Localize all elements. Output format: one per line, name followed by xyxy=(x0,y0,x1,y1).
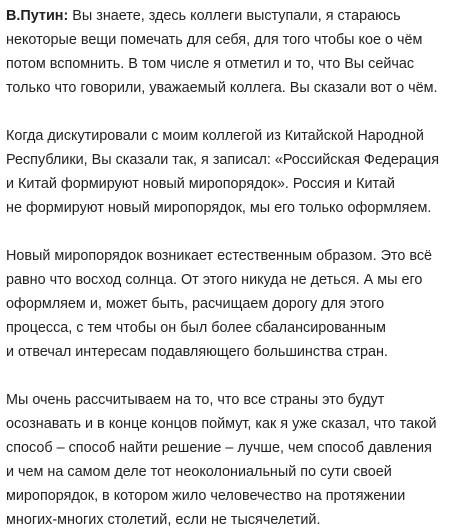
text-line: некоторые вещи помечать для себя, для того чтобы кое о чём xyxy=(6,32,423,48)
text-line xyxy=(6,4,442,28)
text-line: и Китай формируют новый миропорядок». Россия и Китай xyxy=(6,176,395,192)
text-line: Новый миропорядок возникает естественным образом. Это всё xyxy=(6,248,433,264)
text-line: только что говорили, уважаемый коллега. Вы сказали вот о чём. xyxy=(6,80,438,96)
text-line: миропорядок, в котором жило человечество на протяжении xyxy=(6,488,406,504)
text-line: равно что восход солнца. От этого никуда не деться. А мы его xyxy=(6,272,423,288)
paragraph-2 xyxy=(6,124,442,220)
text-line: не формируют новый миропорядок, мы его только оформляем. xyxy=(6,200,432,216)
text-line: процесса, с тем чтобы он был более сбалансированным xyxy=(6,320,386,336)
text-line: оформляем и, может быть, расчищаем дорогу для этого xyxy=(6,296,385,312)
text-line-content: Вы знаете, здесь коллеги выступали, я стараюсь xyxy=(68,8,401,24)
text-line: потом вспомнить. В том числе я отметил и то, что Вы сейчас xyxy=(6,56,415,72)
text-line: и чем на самом деле тот неоколониальный по сути своей xyxy=(6,464,392,480)
speaker-name: В.Путин: xyxy=(6,8,69,24)
text-line: Республики, Вы сказали так, я записал: «Российская Федерация xyxy=(6,152,439,168)
text-line: Когда дискутировали с моим коллегой из Китайской Народной xyxy=(6,128,424,144)
paragraph-1 xyxy=(6,4,442,100)
text-line: и отвечал интересам подавляющего большинства стран. xyxy=(6,344,388,360)
text-line: многих-многих столетий, если не тысячелетий. xyxy=(6,512,321,528)
paragraph-3 xyxy=(6,244,442,364)
text-line: осознавать и в конце концов поймут, как я уже сказал, что такой xyxy=(6,416,437,432)
text-line: Мы очень рассчитываем на то, что все страны это будут xyxy=(6,392,385,408)
paragraph-4 xyxy=(6,388,442,532)
text-line: способ – способ найти решение – лучше, чем способ давления xyxy=(6,440,432,456)
transcript-text xyxy=(6,4,442,532)
